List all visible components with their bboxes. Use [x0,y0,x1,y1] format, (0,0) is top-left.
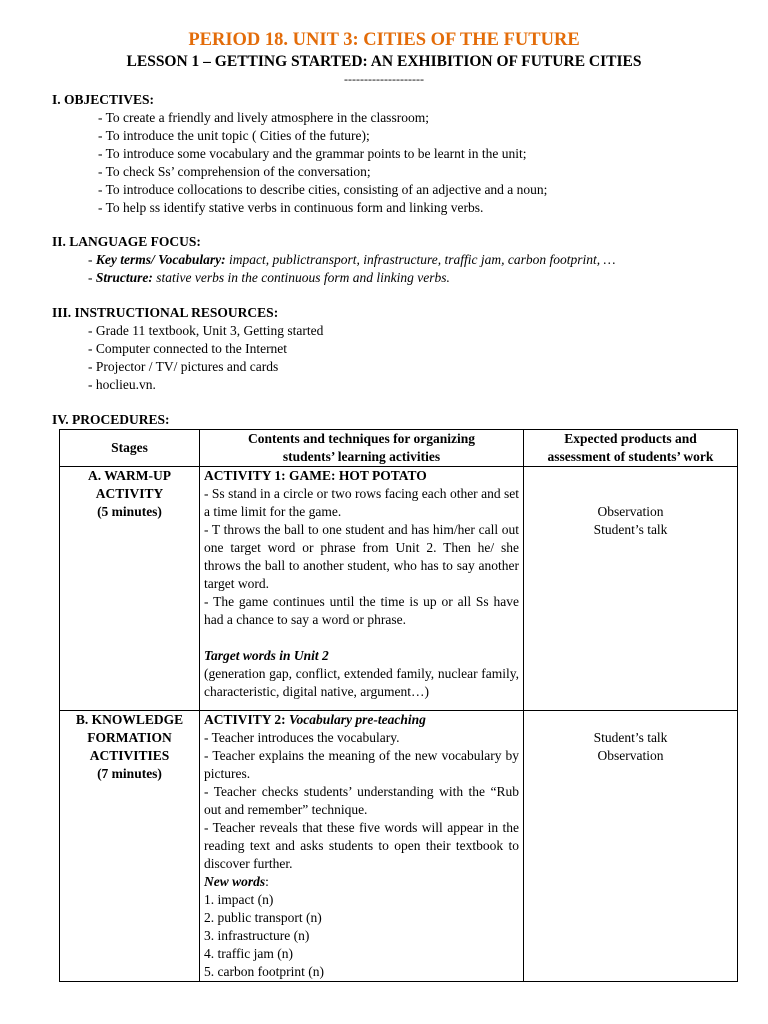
column-header-expected: Expected products and assessment of students’ work [524,430,738,467]
activity-step: - T throws the ball to one student and has him/her call out one target word or phrase from Unit 2. Then he/ she throws the ball to another student, who has to say another target word. [204,522,519,591]
objective-item: - To introduce the unit topic ( Cities of the future); [98,128,370,143]
stage-cell-knowledge: B. KNOWLEDGE FORMATION ACTIVITIES (7 minutes) [60,711,200,982]
key-terms-label: Key terms/ Vocabulary: [95,252,226,267]
document-subtitle: LESSON 1 – GETTING STARTED: AN EXHIBITION OF FUTURE CITIES [126,53,642,70]
objective-item: - To check Ss’ comprehension of the conversation; [98,164,371,179]
procedures-section [52,411,742,429]
key-terms-line [88,251,742,269]
structure-line [88,269,742,287]
activity-step: - Teacher reveals that these five words will appear in the reading text and asks students to open their textbook to discover further. [204,820,519,871]
resource-item: - hoclieu.vn. [88,377,156,392]
bullet-dash: - [88,252,96,267]
resource-item: - Computer connected to the Internet [88,341,288,356]
language-focus-section [52,233,742,287]
title-divider: -------------------- [344,72,424,86]
activity-cell-knowledge [200,711,524,982]
activity-step: - Teacher introduces the vocabulary. [204,730,400,745]
table-row [60,467,738,711]
structure-text: stative verbs in the continuous form and linking verbs. [152,270,450,285]
structure-label: Structure: [95,270,153,285]
activity-step: - The game continues until the time is up or all Ss have had a chance to say a word or phrase. [204,594,519,627]
objectives-section [52,91,742,217]
document-title: PERIOD 18. UNIT 3: CITIES OF THE FUTURE [188,30,580,50]
objective-item: - To create a friendly and lively atmosphere in the classroom; [98,110,429,125]
resources-heading: III. INSTRUCTIONAL RESOURCES: [52,305,279,320]
activity-title: ACTIVITY 1: GAME: HOT POTATO [204,468,427,483]
expected-cell-knowledge: Student’s talk Observation [524,711,738,982]
language-focus-heading: II. LANGUAGE FOCUS: [52,234,201,249]
new-word-item: 2. public transport (n) [204,910,322,925]
new-words-heading: New words: [204,874,269,889]
procedures-table [59,429,738,982]
target-words-heading: Target words in Unit 2 [204,648,329,663]
procedures-heading: IV. PROCEDURES: [52,412,170,427]
expected-cell-warm-up: Observation Student’s talk [524,467,738,711]
activity-cell-warm-up [200,467,524,711]
stage-cell-warm-up: A. WARM-UP ACTIVITY (5 minutes) [60,467,200,711]
resources-section [52,304,742,394]
objective-item: - To introduce some vocabulary and the grammar points to be learnt in the unit; [98,146,527,161]
new-word-item: 4. traffic jam (n) [204,946,293,961]
resource-item: - Projector / TV/ pictures and cards [88,359,279,374]
table-row [60,711,738,982]
objectives-heading: I. OBJECTIVES: [52,92,155,107]
activity-title: ACTIVITY 2: Vocabulary pre-teaching [204,712,426,727]
target-words-text: (generation gap, conflict, extended family, nuclear family, characteristic, digital native, argument…) [204,666,519,699]
new-word-item: 3. infrastructure (n) [204,928,310,943]
objective-item: - To introduce collocations to describe cities, consisting of an adjective and a noun; [98,182,548,197]
table-header-row [60,430,738,467]
bullet-dash: - [88,270,96,285]
new-word-item: 5. carbon footprint (n) [204,964,324,979]
resource-item: - Grade 11 textbook, Unit 3, Getting started [88,323,324,338]
column-header-contents: Contents and techniques for organizing students’ learning activities [200,430,524,467]
activity-step: - Ss stand in a circle or two rows facing each other and set a time limit for the game. [204,486,519,519]
activity-step: - Teacher explains the meaning of the new vocabulary by pictures. [204,748,519,781]
key-terms-text: impact, publictransport, infrastructure, traffic jam, carbon footprint, … [225,252,616,267]
activity-step: - Teacher checks students’ understanding with the “Rub out and remember” technique. [204,784,519,817]
objective-item: - To help ss identify stative verbs in continuous form and linking verbs. [98,200,484,215]
column-header-stages: Stages [60,430,200,467]
new-word-item: 1. impact (n) [204,892,274,907]
